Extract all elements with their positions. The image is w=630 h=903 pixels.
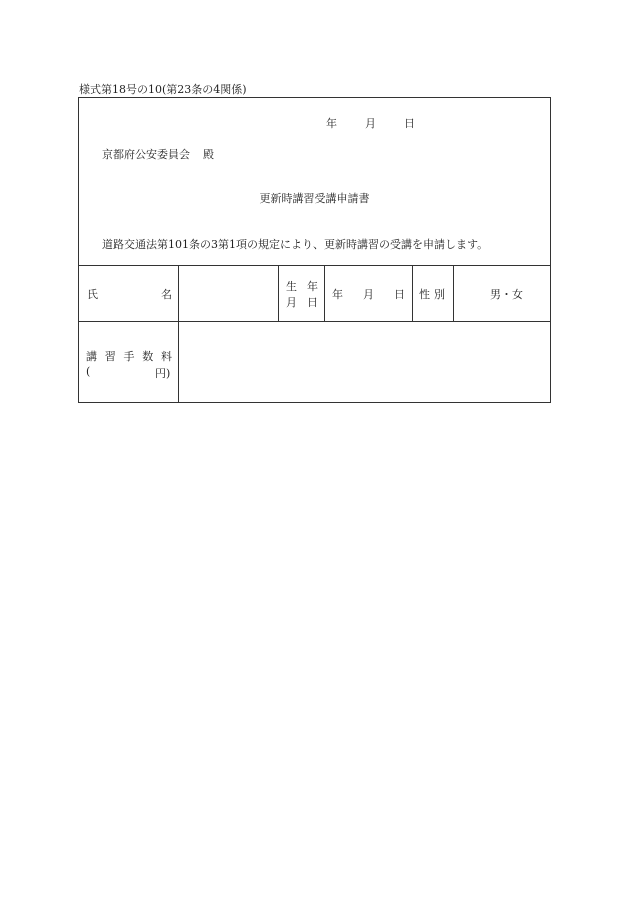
birth-label-part1: 生 xyxy=(286,280,297,293)
row1-top-border xyxy=(79,265,550,266)
fee-label-char: 料 xyxy=(161,350,172,363)
name-field[interactable] xyxy=(179,266,278,321)
birth-date-field[interactable] xyxy=(332,286,405,302)
birth-year-label: 年 xyxy=(332,288,343,301)
addressee-line xyxy=(102,146,214,162)
date-day-label: 日 xyxy=(404,117,415,130)
application-statement: 道路交通法第101条の3第1項の規定により、更新時講習の受講を申請します。 xyxy=(102,238,489,251)
birth-day-label: 日 xyxy=(394,288,405,301)
fee-unit: 円) xyxy=(155,367,171,380)
fee-label-char: 習 xyxy=(104,350,116,363)
sex-options[interactable]: 男・女 xyxy=(490,288,523,301)
date-line xyxy=(326,115,415,131)
date-year-label: 年 xyxy=(326,117,337,130)
name-label-part2: 名 xyxy=(161,288,172,301)
fee-open-paren: ( xyxy=(86,365,91,378)
birth-label-part4: 日 xyxy=(307,296,318,309)
birth-label-part2: 年 xyxy=(307,280,318,293)
honorific: 殿 xyxy=(203,148,214,161)
fee-field[interactable] xyxy=(179,322,550,403)
birth-month-label: 月 xyxy=(363,288,374,301)
form-title: 更新時講習受講申請書 xyxy=(259,192,370,205)
form-reference: 様式第18号の10(第23条の4関係) xyxy=(79,83,247,96)
name-value-border xyxy=(278,265,279,321)
fee-label xyxy=(86,348,172,364)
name-label-part1: 氏 xyxy=(87,288,98,301)
fee-label-char: 数 xyxy=(142,350,154,363)
sex-label-part1: 性 xyxy=(419,288,430,301)
fee-label-char: 手 xyxy=(123,350,135,363)
date-month-label: 月 xyxy=(365,117,376,130)
application-form xyxy=(78,97,551,403)
fee-label-char: 講 xyxy=(86,350,97,363)
sex-label xyxy=(419,286,445,302)
birth-label-part3: 月 xyxy=(286,296,297,309)
sex-label-border xyxy=(453,265,454,321)
addressee: 京都府公安委員会 xyxy=(102,148,190,161)
birth-value-border xyxy=(412,265,413,321)
sex-label-part2: 別 xyxy=(434,288,445,301)
birth-label-border xyxy=(324,265,325,321)
